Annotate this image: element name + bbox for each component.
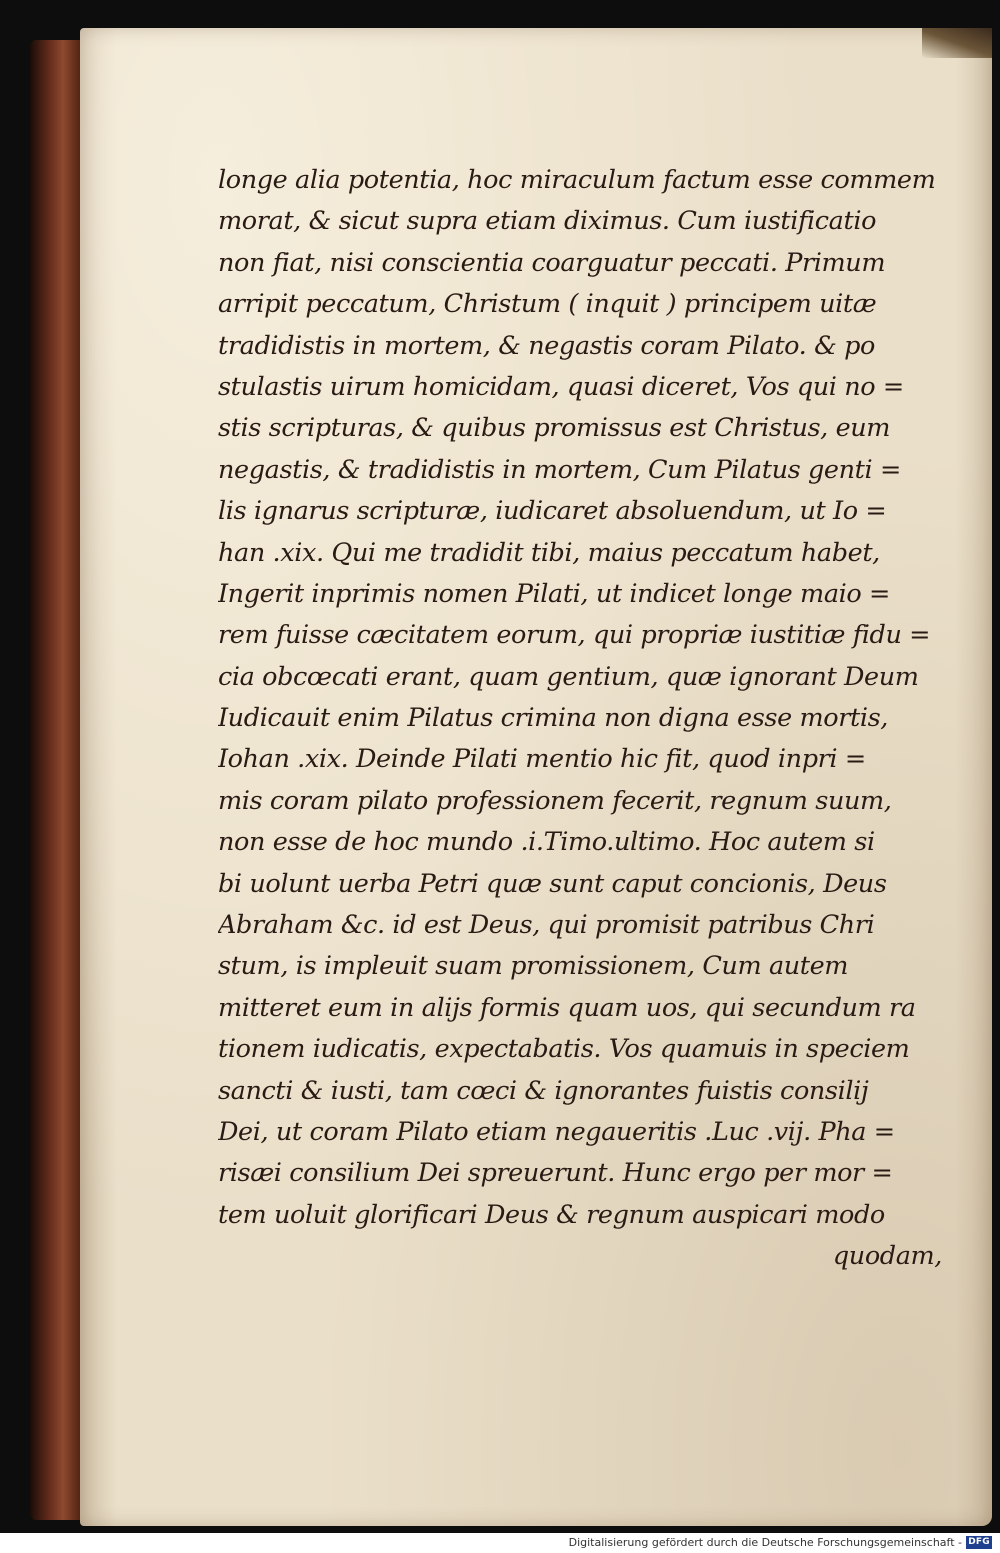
text-line-21: mitteret eum in alijs formis quam uos, qui secundum ra: [218, 992, 916, 1023]
text-line-6: stulastis uirum homicidam, quasi diceret, Vos qui no =: [218, 371, 904, 402]
text-line-7: stis scripturas, & quibus promissus est Christus, eum: [218, 413, 891, 444]
funding-credit: Digitalisierung gefördert durch die Deutsche Forschungsgemeinschaft -: [568, 1536, 962, 1549]
text-line-16: mis coram pilato professionem fecerit, regnum suum,: [218, 785, 892, 816]
text-line-11: Ingerit inprimis nomen Pilati, ut indicet longe maio =: [218, 578, 891, 609]
text-line-10: han .xix. Qui me tradidit tibi, maius peccatum habet,: [218, 537, 880, 568]
text-line-23: sancti & iusti, tam cœci & ignorantes fuistis consilij: [218, 1075, 869, 1106]
text-line-20: stum, is impleuit suam promissionem, Cum autem: [218, 951, 849, 982]
text-line-8: negastis, & tradidistis in mortem, Cum Pilatus genti =: [218, 454, 901, 485]
text-line-25: risæi consilium Dei spreuerunt. Hunc ergo per mor =: [218, 1158, 893, 1189]
text-line-19: Abraham &c. id est Deus, qui promisit patribus Chri: [218, 910, 875, 941]
page-corner-damage: [922, 28, 992, 58]
text-line-22: tionem iudicatis, expectabatis. Vos quamuis in speciem: [218, 1034, 910, 1065]
text-line-9: lis ignarus scripturæ, iudicaret absoluendum, ut Io =: [218, 496, 887, 527]
text-line-13: cia obcœcati erant, quam gentium, quæ ignorant Deum: [218, 661, 919, 692]
text-line-5: tradidistis in mortem, & negastis coram Pilato. & po: [218, 330, 875, 361]
text-block: [218, 160, 950, 1278]
text-line-24: Dei, ut coram Pilato etiam negaueritis .Luc .vij. Pha =: [218, 1116, 895, 1147]
text-line-18: bi uolunt uerba Petri quæ sunt caput concionis, Deus: [218, 868, 887, 899]
text-line-14: Iudicauit enim Pilatus crimina non digna esse mortis,: [218, 703, 888, 734]
text-line-2: morat, & sicut supra etiam diximus. Cum iustificatio: [218, 206, 877, 237]
dfg-logo-icon: DFG: [966, 1536, 992, 1549]
text-line-12: rem fuisse cæcitatem eorum, qui propriæ iustitiæ fidu =: [218, 620, 931, 651]
text-line-26: tem uoluit glorificari Deus & regnum auspicari modo: [218, 1199, 885, 1230]
text-line-1: longe alia potentia, hoc miraculum factum esse commem: [218, 165, 936, 195]
text-line-17: non esse de hoc mundo .i.Timo.ultimo. Hoc autem si: [218, 827, 875, 858]
catchword: quodam,: [832, 1241, 942, 1272]
text-line-15: Iohan .xix. Deinde Pilati mentio hic fit, quod inpri =: [218, 744, 866, 775]
text-line-3: non fiat, nisi conscientia coarguatur peccati. Primum: [218, 247, 886, 278]
text-line-4: arripit peccatum, Christum ( inquit ) principem uitæ: [218, 289, 877, 320]
footer-bar: [0, 1533, 1000, 1553]
